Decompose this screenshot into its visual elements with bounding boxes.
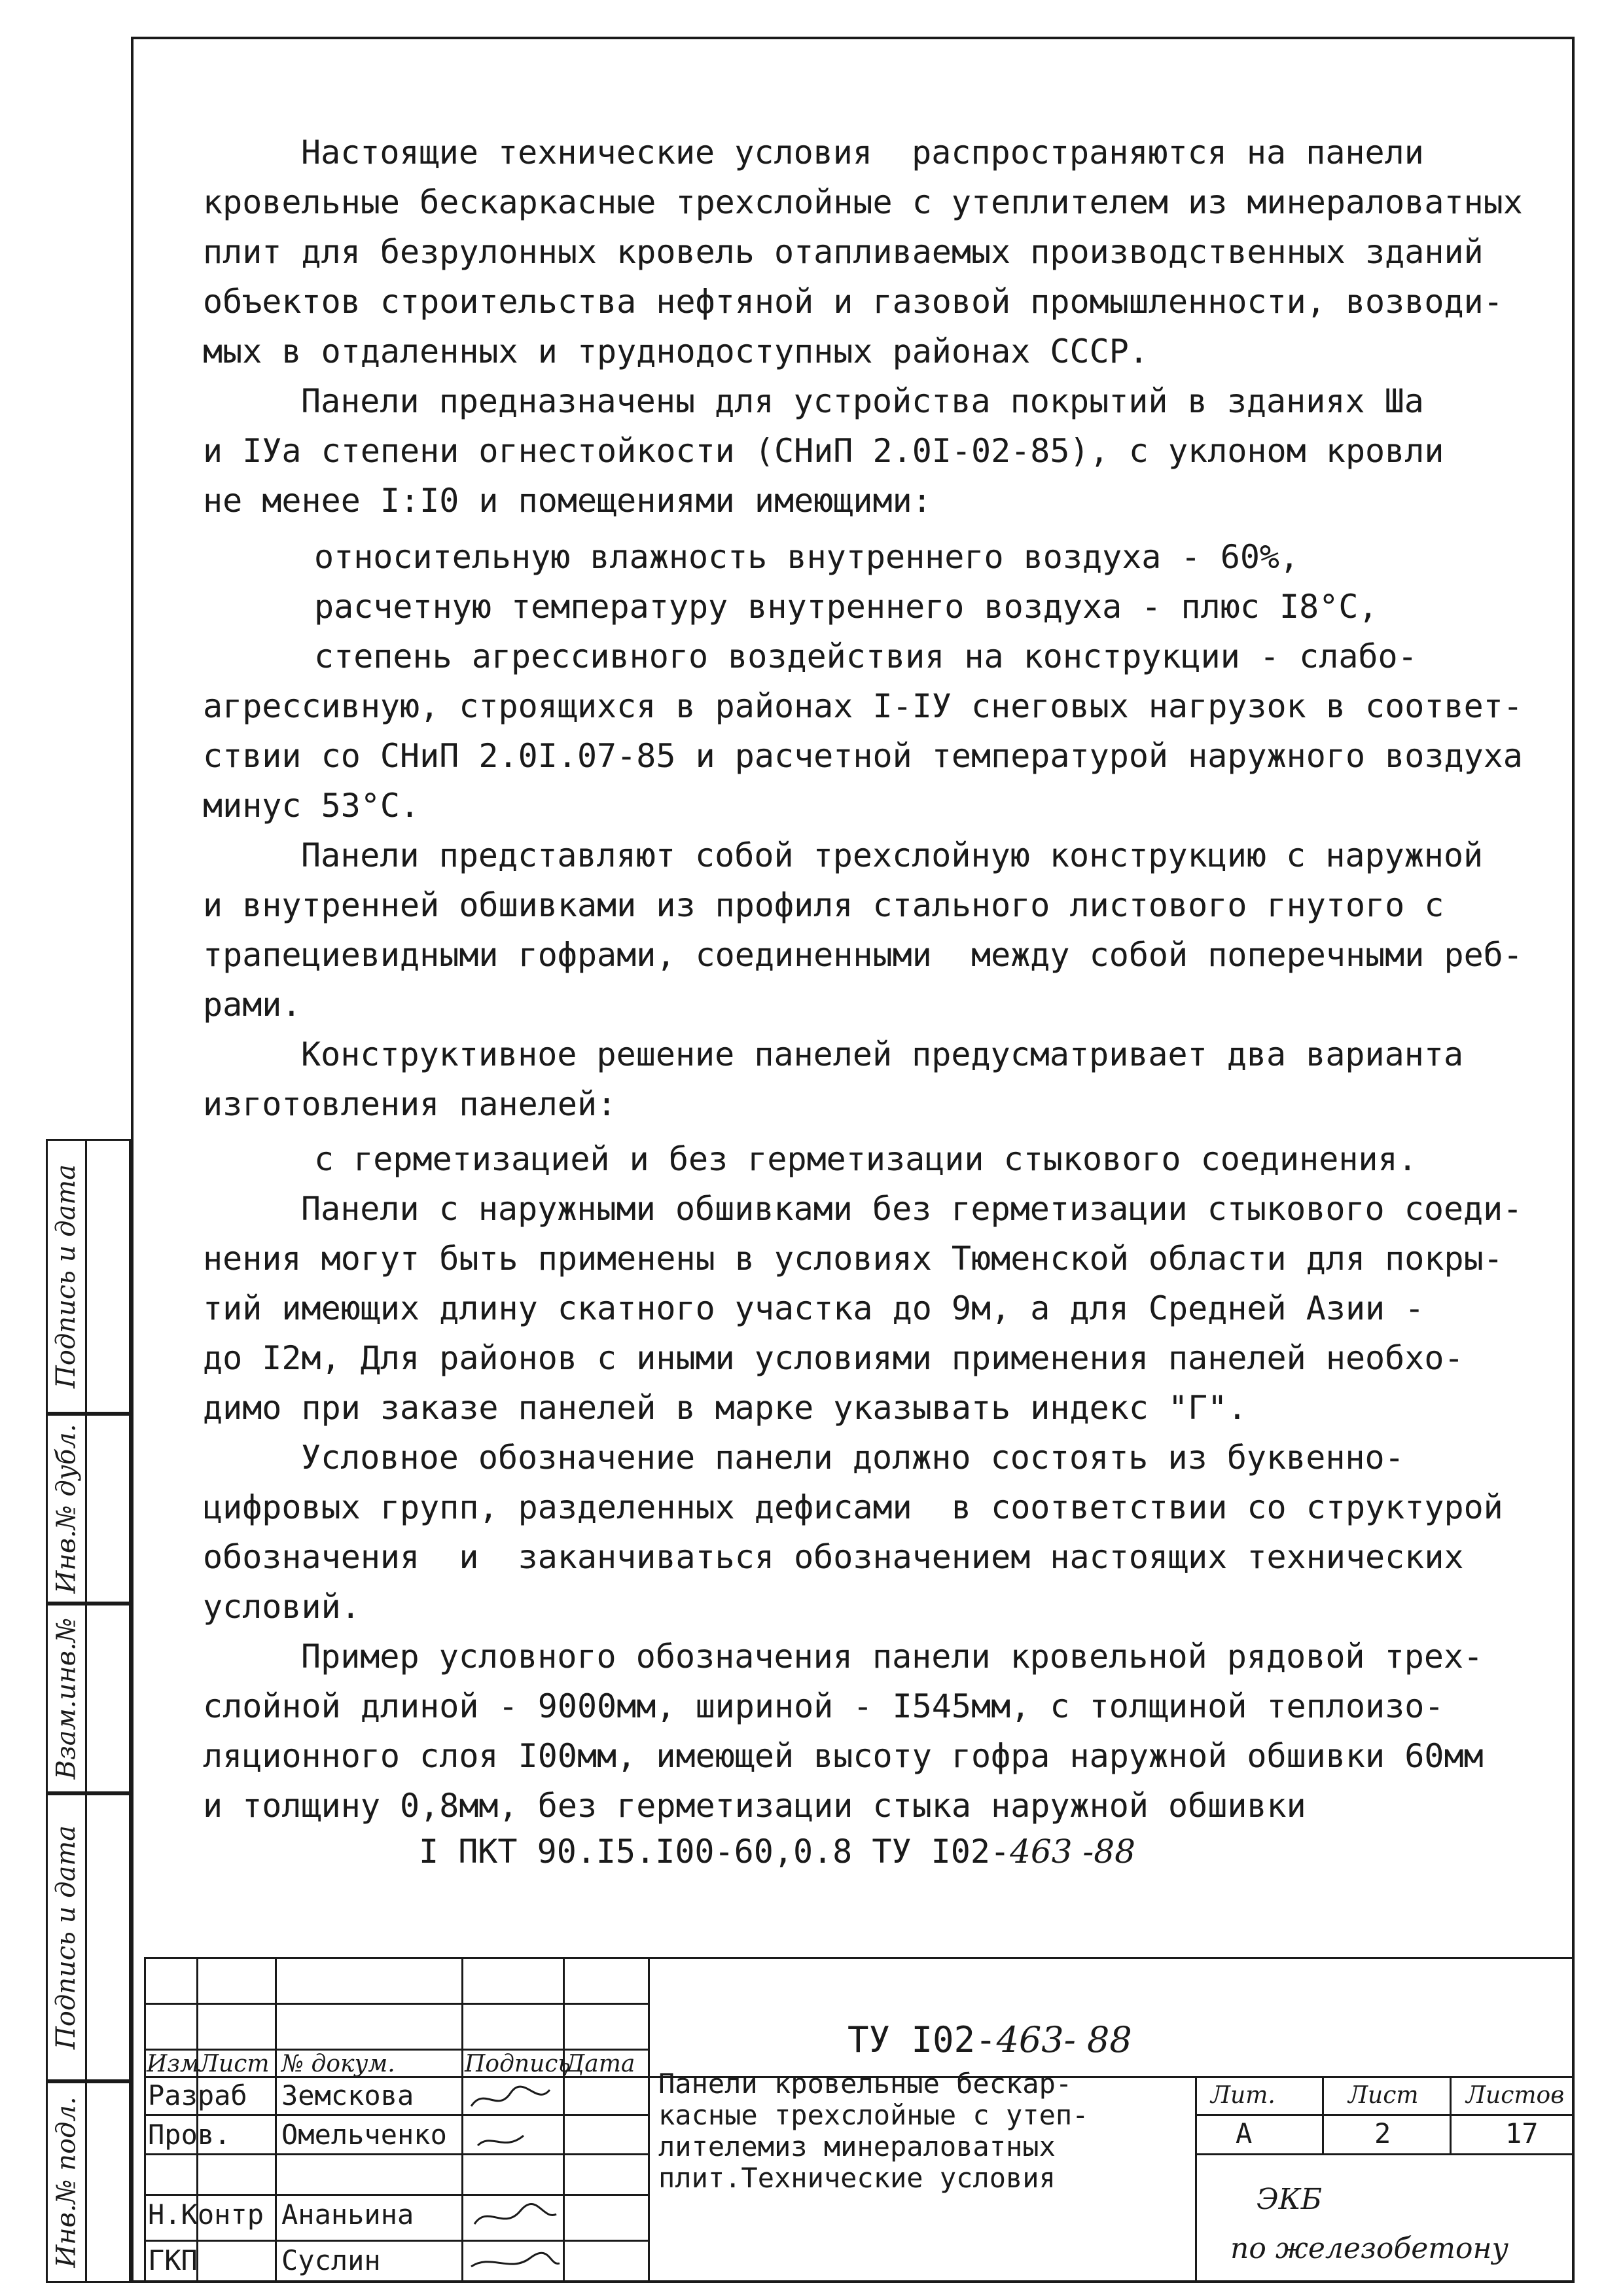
title-line: Панели кровельные бескар- bbox=[658, 2068, 1073, 2100]
document-title bbox=[658, 2068, 1195, 2194]
strip-cell-vzam-inv bbox=[46, 1604, 131, 1793]
strip-label: Подпись и дата bbox=[51, 1164, 82, 1389]
paragraph-application bbox=[203, 1184, 1564, 1433]
designation-typed: I ПКТ 90.I5.I00-60,0.8 ТУ I02- bbox=[419, 1833, 1010, 1871]
left-stamp-strip bbox=[46, 1139, 131, 2283]
text-line: плит для безрулонных кровель отапливаемых производственных зданий bbox=[203, 233, 1484, 271]
body-text bbox=[203, 128, 1564, 1831]
text-line: изготовления панелей: bbox=[203, 1085, 617, 1123]
header-doc-no: № докум. bbox=[281, 2051, 395, 2077]
lit-label: Лит. bbox=[1211, 2082, 1275, 2109]
text-line: не менее I:I0 и помещениями имеющими: bbox=[203, 482, 932, 520]
organization-line-1: ЭКБ bbox=[1257, 2183, 1323, 2216]
role-checker: Пров. bbox=[148, 2119, 231, 2151]
name-developer: Земскова bbox=[281, 2079, 414, 2111]
paragraph-designation bbox=[203, 1433, 1564, 1632]
sheet-number: 2 bbox=[1374, 2117, 1391, 2149]
title-line: касные трехслойные с утеп- bbox=[658, 2099, 1089, 2131]
example-designation bbox=[419, 1833, 1135, 1871]
strip-label: Инв.№ подл. bbox=[51, 2096, 82, 2268]
role-norm-control: Н.Контр bbox=[148, 2198, 264, 2231]
text-line: относительную влажность внутреннего воздуха - 60%, bbox=[314, 538, 1300, 576]
title-block bbox=[144, 1957, 1575, 2283]
doc-code-handwritten: 463- 88 bbox=[996, 2019, 1132, 2060]
text-line: рами. bbox=[203, 986, 302, 1024]
text-line: условий. bbox=[203, 1588, 361, 1626]
header-sign: Подпись bbox=[465, 2051, 571, 2077]
text-line: Панели предназначены для устройства покрытий в зданиях Ша bbox=[301, 382, 1424, 420]
sheets-label: Листов bbox=[1466, 2082, 1565, 2109]
role-chief-engineer: ГКП bbox=[148, 2244, 198, 2276]
title-line: плит.Технические условия bbox=[658, 2162, 1056, 2194]
text-line: агрессивную, строящихся в районах I-IУ снеговых нагрузок в соответ- bbox=[203, 687, 1523, 725]
name-norm-control: Ананьина bbox=[281, 2198, 414, 2231]
text-line: мых в отдаленных и труднодоступных районах СССР. bbox=[203, 332, 1149, 370]
text-line: минус 53°C. bbox=[203, 787, 420, 825]
text-line: и внутренней обшивками из профиля стального листового гнутого с bbox=[203, 886, 1444, 924]
strip-cell-inv-podl bbox=[46, 2081, 131, 2283]
text-line: Условное обозначение панели должно состоять из буквенно- bbox=[301, 1439, 1404, 1477]
text-line: Конструктивное решение панелей предусматривает два варианта bbox=[301, 1035, 1464, 1073]
organization-line-2: по железобетону bbox=[1230, 2232, 1509, 2265]
document-code bbox=[847, 2019, 1132, 2060]
text-line: до I2м, Для районов с иными условиями применения панелей необхо- bbox=[203, 1339, 1464, 1377]
header-date: Дата bbox=[565, 2051, 635, 2077]
text-line: Панели с наружными обшивками без герметизации стыкового соеди- bbox=[301, 1190, 1523, 1228]
text-line: нения могут быть применены в условиях Тюменской области для покры- bbox=[203, 1240, 1503, 1278]
text-line: трапециевидными гофрами, соединенными между собой поперечными реб- bbox=[203, 936, 1523, 974]
paragraph-purpose bbox=[203, 376, 1564, 526]
strip-label: Инв.№ дубл. bbox=[51, 1424, 82, 1594]
text-line: и IУа степени огнестойкости (СНиП 2.0I-02-85), с уклоном кровли bbox=[203, 432, 1444, 470]
text-line: кровельные бескаркасные трехслойные с утеплителем из минераловатных bbox=[203, 183, 1523, 221]
text-line: Пример условного обозначения панели кровельной рядовой трех- bbox=[301, 1638, 1484, 1676]
designation-handwritten: 463 -88 bbox=[1010, 1833, 1135, 1871]
doc-code-typed: ТУ I02- bbox=[847, 2019, 997, 2060]
text-line: расчетную температуру внутреннего воздуха - плюс I8°C, bbox=[314, 588, 1378, 626]
paragraph-aggressive bbox=[203, 632, 1564, 831]
name-chief-engineer: Суслин bbox=[281, 2244, 381, 2276]
text-line: димо при заказе панелей в марке указывать индекс "Г". bbox=[203, 1389, 1247, 1427]
title-line: лителемиз минераловатных bbox=[658, 2130, 1056, 2162]
header-list: Лист bbox=[199, 2051, 270, 2077]
strip-label: Подпись и дата bbox=[51, 1825, 82, 2050]
text-line: обозначения и заканчиваться обозначением настоящих технических bbox=[203, 1538, 1464, 1576]
sheet-label: Лист bbox=[1348, 2082, 1419, 2109]
text-line: Настоящие технические условия распространяются на панели bbox=[301, 134, 1424, 171]
text-line: ствии со СНиП 2.0I.07-85 и расчетной температурой наружного воздуха bbox=[203, 737, 1523, 775]
text-line: Панели представляют собой трехслойную конструкцию с наружной bbox=[301, 836, 1484, 874]
header-izm: Изм bbox=[147, 2051, 200, 2077]
name-checker: Омельченко bbox=[281, 2119, 447, 2151]
paragraph-scope bbox=[203, 128, 1564, 376]
strip-cell-sig-date-1 bbox=[46, 1139, 131, 1414]
text-line: с герметизацией и без герметизации стыкового соединения. bbox=[314, 1140, 1418, 1178]
text-line: и толщину 0,8мм, без герметизации стыка наружной обшивки bbox=[203, 1787, 1306, 1825]
paragraph-variants bbox=[203, 1030, 1564, 1129]
text-line: цифровых групп, разделенных дефисами в соответствии со структурой bbox=[203, 1488, 1503, 1526]
text-line: степень агрессивного воздействия на конструкции - слабо- bbox=[314, 637, 1418, 675]
text-line: ляционного слоя I00мм, имеющей высоту гофра наружной обшивки 60мм bbox=[203, 1737, 1484, 1775]
text-line: слойной длиной - 9000мм, шириной - I545мм, с толщиной теплоизо- bbox=[203, 1687, 1444, 1725]
strip-cell-sig-date-2 bbox=[46, 1793, 131, 2081]
lit-value: А bbox=[1236, 2117, 1253, 2149]
strip-label: Взам.инв.№ bbox=[51, 1617, 82, 1780]
text-line: тий имеющих длину скатного участка до 9м, а для Средней Азии - bbox=[203, 1289, 1425, 1327]
paragraph-construction bbox=[203, 831, 1564, 1030]
text-line: объектов строительства нефтяной и газовой промышленности, возводи- bbox=[203, 283, 1503, 321]
paragraph-sealing bbox=[203, 1134, 1564, 1184]
role-developer: Разраб bbox=[148, 2079, 247, 2111]
paragraph-example bbox=[203, 1632, 1564, 1831]
sheets-total: 17 bbox=[1505, 2117, 1539, 2149]
strip-cell-inv-dubl bbox=[46, 1414, 131, 1604]
paragraph-conditions bbox=[203, 532, 1564, 632]
signature-marks bbox=[465, 2080, 563, 2276]
